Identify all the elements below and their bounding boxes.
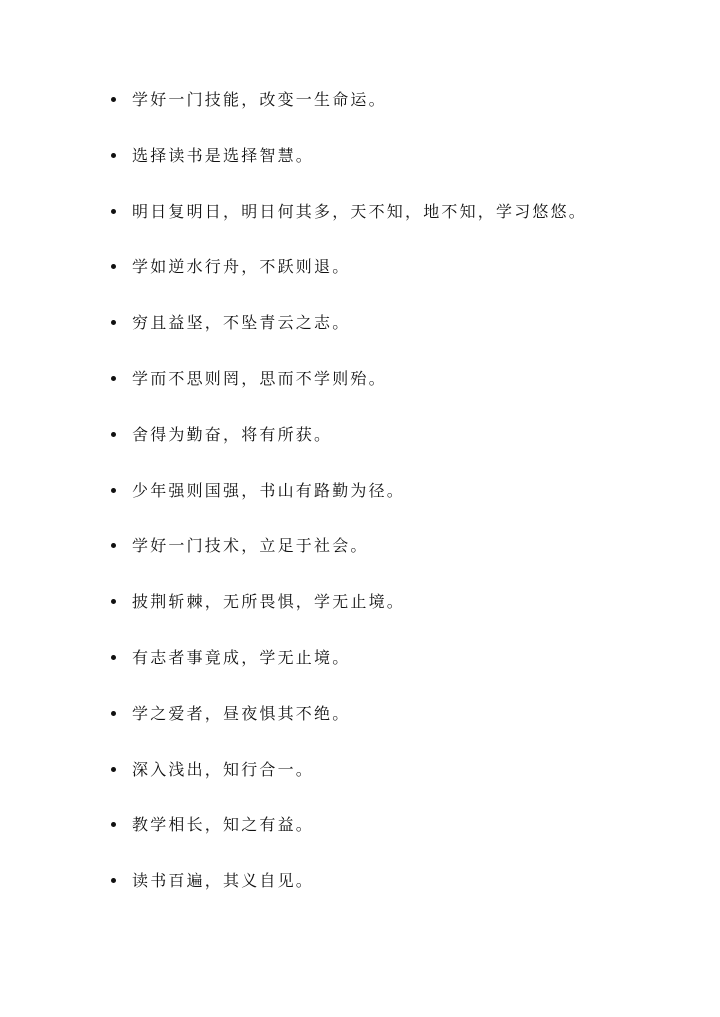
- quote-text: 有志者事竟成，学无止境。: [132, 647, 351, 667]
- quote-text: 学好一门技术，立足于社会。: [132, 536, 369, 556]
- quote-list: [0, 86, 720, 923]
- list-item: [0, 756, 720, 812]
- list-item: [0, 811, 720, 867]
- quote-text: 少年强则国强，书山有路勤为径。: [132, 480, 406, 500]
- list-item: [0, 588, 720, 644]
- bullet-icon: [111, 767, 116, 772]
- quote-text: 学如逆水行舟，不跃则退。: [132, 257, 351, 277]
- list-item: [0, 867, 720, 923]
- quote-text: 穷且益坚，不坠青云之志。: [132, 313, 351, 333]
- list-item: [0, 365, 720, 421]
- list-item: [0, 198, 720, 254]
- list-item: [0, 700, 720, 756]
- quote-text: 披荆斩棘，无所畏惧，学无止境。: [132, 592, 406, 612]
- bullet-icon: [111, 599, 116, 604]
- list-item: [0, 477, 720, 533]
- list-item: [0, 644, 720, 700]
- quote-text: 读书百遍，其义自见。: [132, 871, 315, 891]
- bullet-icon: [111, 878, 116, 883]
- quote-text: 学之爱者，昼夜惧其不绝。: [132, 703, 351, 723]
- quote-text: 教学相长，知之有益。: [132, 815, 315, 835]
- bullet-icon: [111, 488, 116, 493]
- quote-text: 学而不思则罔，思而不学则殆。: [132, 368, 387, 388]
- list-item: [0, 86, 720, 142]
- list-item: [0, 309, 720, 365]
- quote-text: 学好一门技能，改变一生命运。: [132, 90, 387, 109]
- list-item: [0, 253, 720, 309]
- list-item: [0, 142, 720, 198]
- quote-text: 舍得为勤奋，将有所获。: [132, 424, 333, 444]
- bullet-icon: [111, 264, 116, 269]
- list-item: [0, 421, 720, 477]
- quote-text: 深入浅出，知行合一。: [132, 759, 315, 779]
- bullet-icon: [111, 655, 116, 660]
- list-item: [0, 532, 720, 588]
- quote-text: 选择读书是选择智慧。: [132, 145, 315, 165]
- bullet-icon: [111, 822, 116, 827]
- bullet-icon: [111, 320, 116, 325]
- bullet-icon: [111, 153, 116, 158]
- bullet-icon: [111, 97, 116, 102]
- bullet-icon: [111, 209, 116, 214]
- bullet-icon: [111, 432, 116, 437]
- bullet-icon: [111, 376, 116, 381]
- quote-text: 明日复明日，明日何其多，天不知，地不知，学习悠悠。: [132, 201, 588, 221]
- bullet-icon: [111, 711, 116, 716]
- bullet-icon: [111, 543, 116, 548]
